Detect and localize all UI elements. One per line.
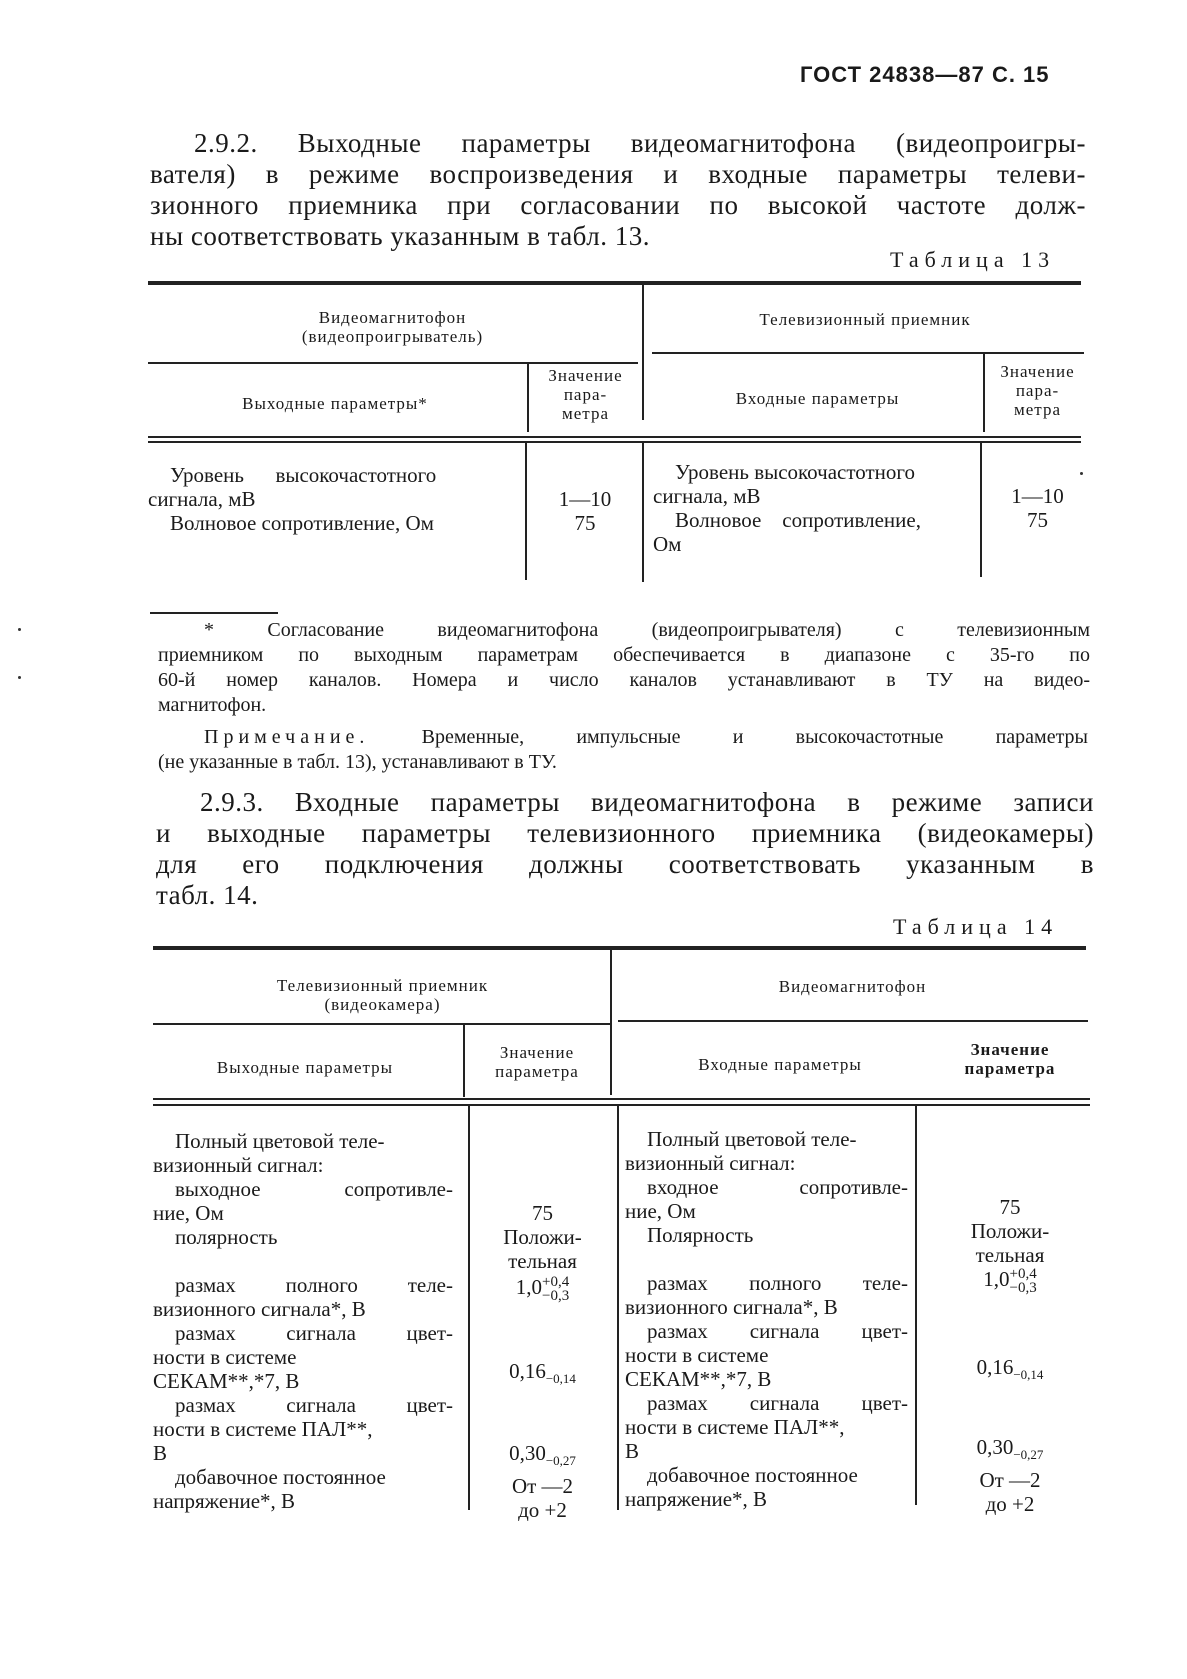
param-line: Ом [653,532,682,556]
param-line [625,1247,908,1271]
param-line: визионного сигнала*, В [153,1297,366,1321]
value-pal-base: 0,30 [509,1441,546,1466]
param-line: ние, Ом [625,1199,696,1223]
value-secam [470,1359,615,1391]
param-line: Волновое сопротивление, Ом [170,511,434,535]
footnote [158,618,1090,718]
footnote-line: * Согласование видеомагнитофона (видеопроигрывателя) с телевизионным [204,619,1090,641]
section-line: 2.9.2. Выходные параметры видеомагнитофона (видеопроигры- [194,128,1086,158]
table14-col3-header: Входные параметры [698,1055,862,1074]
footnote-line: магнитофон. [158,694,267,716]
table13-col4-header: Значение пара- метра [1000,362,1075,419]
value-pal-base: 0,30 [976,1435,1014,1460]
value-polarity: тельная [508,1249,577,1273]
param-line [153,1249,453,1273]
page-header: ГОСТ 24838—87 С. 15 [800,62,1050,87]
table14-col-divider [915,1105,917,1505]
note-text: Временные, импульсные и высокочастотные параметры [421,726,1088,748]
value-swing [940,1267,1080,1295]
param-line: напряжение*, В [153,1489,296,1513]
tol-minus: −0,3 [542,1288,570,1305]
table14-center-divider-top [610,950,612,1095]
table13-header-rule [148,441,1081,443]
value-offset: От —2 [979,1467,1041,1492]
table13-center-divider-top [642,285,644,420]
value-pal [470,1441,615,1473]
param-line: Уровень высокочастотного [675,460,915,484]
param-line: В [153,1441,168,1465]
section-line: вателя) в режиме воспроизведения и входные параметры телеви- [150,159,1086,189]
table14-center-divider [617,1105,619,1510]
table13-group-right: Телевизионный приемник [759,310,971,329]
section-line: 2.9.3. Входные параметры видеомагнитофона в режиме записи [200,787,1094,817]
param-line: размах сигнала цвет- [647,1319,908,1343]
value-secam [940,1355,1080,1387]
section-2-9-3 [156,787,1094,911]
section-line: табл. 14. [156,880,259,910]
footnote-line: приемником по выходным параметрам обеспечивается в диапазоне с 35-го по [158,644,1090,666]
table13-left-values [530,487,640,535]
value-polarity: Положи- [503,1225,582,1249]
value-polarity: Положи- [970,1219,1050,1243]
value-75: 75 [532,1201,553,1225]
param-line: размах сигнала цвет- [175,1393,453,1417]
param-line: полярность [175,1225,278,1249]
section-line: и выходные параметры телевизионного приемника (видеокамеры) [156,818,1094,848]
value-secam-sub: −0,14 [545,1371,576,1387]
value-offset: до +2 [985,1491,1035,1516]
param-line: выходное сопротивле- [175,1177,453,1201]
section-line: ны соответствовать указанным в табл. 13. [150,221,650,251]
table14-header-rule [153,1098,1090,1100]
scan-speck [18,676,21,679]
value-swing-tolerance [1010,1267,1037,1295]
scan-speck [1080,472,1083,475]
table14-right-params [625,1127,908,1511]
table14-group-rule-right [618,1020,1088,1022]
table14-left-params [153,1129,453,1513]
param-line: размах сигнала цвет- [175,1321,453,1345]
param-line: Полный цветовой теле- [647,1127,857,1151]
table13-col2-header: Значение пара- метра [548,366,623,423]
param-line: входное сопротивле- [647,1175,908,1199]
param-line: напряжение*, В [625,1487,768,1511]
value-offset: до +2 [518,1497,567,1522]
tol-plus: +0,4 [542,1274,570,1291]
param-line: добавочное постоянное [647,1463,858,1487]
param-line: СЕКАМ**,*7, В [153,1369,300,1393]
note-line [158,725,1088,750]
param-line: сигнала, мВ [148,487,256,511]
table14-group-left: Телевизионный приемник (видеокамера) [276,976,489,1014]
table13-col-divider [527,362,529,432]
table13-col-divider [980,442,982,577]
table14-left-values [470,1201,615,1522]
section-line: зионного приемника при согласовании по высокой частоте долж- [150,190,1086,220]
table13-left-params [148,463,508,535]
param-line: визионного сигнала*, В [625,1295,838,1319]
table14-right-values [940,1195,1080,1516]
table13-top-rule [148,281,1081,285]
table14-col1-header: Выходные параметры [216,1058,394,1077]
param-line: добавочное постоянное [175,1465,386,1489]
table14-header-rule [153,1104,1090,1106]
value-swing-base: 1,0 [983,1267,1010,1291]
param-line: ние, Ом [153,1201,224,1225]
value-swing [470,1275,615,1303]
value-offset: От —2 [511,1473,574,1498]
table14-col-divider [463,1025,465,1097]
table13-caption: Таблица 13 [890,247,1056,272]
value-secam-base: 0,16 [976,1355,1014,1380]
param-line: Полный цветовой теле- [175,1129,385,1153]
param-line: Полярность [647,1223,754,1247]
scan-speck [18,628,21,631]
param-line: визионный сигнал: [625,1151,796,1175]
param-line: размах полного теле- [175,1273,453,1297]
param-line: размах сигнала цвет- [647,1391,908,1415]
param-line: ности в системе ПАЛ**, [625,1415,845,1439]
footnote-rule [150,612,278,614]
param-line: Волновое сопротивление, [675,508,921,532]
value-pal-sub: −0,27 [1013,1447,1044,1463]
note [158,725,1088,775]
tol-minus: −0,3 [1009,1280,1037,1297]
note-label: Примечание. [204,726,370,748]
value-swing-tolerance [542,1275,569,1303]
table13-right-values [985,484,1090,532]
tol-plus: +0,4 [1009,1266,1037,1283]
param-line: ности в системе [625,1343,769,1367]
param-line: В [625,1439,640,1463]
table13-col1-header: Выходные параметры* [242,394,428,413]
table13-group-rule-right [652,352,1084,354]
table13-group-rule-left [148,362,638,364]
table13-center-divider [642,442,644,582]
value-polarity: тельная [975,1243,1045,1267]
value-secam-base: 0,16 [509,1359,546,1384]
param-line: СЕКАМ**,*7, В [625,1367,772,1391]
section-line: для его подключения должны соответствовать указанным в [156,849,1094,879]
table14-group-rule-left [153,1023,610,1025]
value-pal [940,1435,1080,1467]
footnote-line: 60-й номер каналов. Номера и число каналов устанавливают в ТУ на видео- [158,669,1090,691]
value-swing-base: 1,0 [515,1275,543,1299]
note-line: (не указанные в табл. 13), устанавливают в ТУ. [158,751,557,773]
value-pal-sub: −0,27 [545,1453,576,1469]
value: 1—10 [558,487,612,511]
value-75: 75 [999,1195,1021,1219]
table13-col-divider [525,442,527,580]
param-line: размах полного теле- [647,1271,908,1295]
section-2-9-2 [150,128,1086,252]
param-line: ности в системе [153,1345,297,1369]
table13-right-params [653,460,973,556]
table14-top-rule [153,946,1086,950]
table14-col4-header: Значение параметра [964,1040,1056,1078]
table14-caption: Таблица 14 [893,914,1059,939]
value-secam-sub: −0,14 [1013,1367,1044,1383]
param-line: сигнала, мВ [653,484,761,508]
table13-header-rule [148,436,1081,438]
param-line: ности в системе ПАЛ**, [153,1417,373,1441]
table13-group-left: Видеомагнитофон (видеопроигрыватель) [301,308,484,346]
table14-col2-header: Значение параметра [495,1043,579,1081]
table13-col3-header: Входные параметры [735,389,900,408]
value: 75 [1027,508,1048,532]
table14-group-right: Видеомагнитофон [778,977,927,996]
value: 75 [574,511,596,535]
param-line: визионный сигнал: [153,1153,324,1177]
param-line: Уровень высокочастотного [170,463,437,487]
value: 1—10 [1011,484,1064,508]
